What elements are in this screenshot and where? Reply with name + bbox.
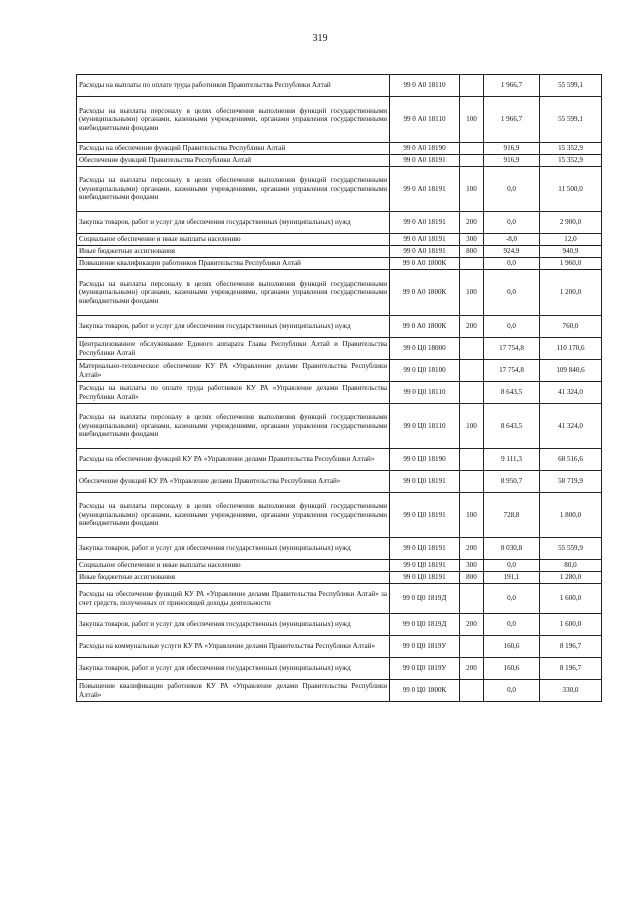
row-change-value: 9 111,3 <box>484 449 540 471</box>
row-change-value: 8 643,5 <box>484 382 540 404</box>
row-expense-type <box>460 155 484 167</box>
table-row <box>77 658 602 680</box>
row-code: 99 0 А0 18191 <box>390 246 460 258</box>
row-name: Иные бюджетные ассигнования <box>77 572 390 584</box>
table-row <box>77 493 602 538</box>
table-row <box>77 155 602 167</box>
row-total-value: 41 324,0 <box>540 404 602 449</box>
row-name: Расходы на выплаты персоналу в целях обеспечения выполнения функций государственными (муниципальными) органами, казенными учреждениями, органами управления государственными внебюджетными фондами <box>77 97 390 143</box>
row-total-value: 8 196,7 <box>540 636 602 658</box>
table-body <box>77 75 602 702</box>
row-change-value: 728,8 <box>484 493 540 538</box>
table-row <box>77 382 602 404</box>
table-row <box>77 560 602 572</box>
row-total-value: 11 500,0 <box>540 167 602 212</box>
row-total-value: 15 352,9 <box>540 143 602 155</box>
row-code: 99 0 Ц0 1819У <box>390 636 460 658</box>
row-expense-type: 200 <box>460 614 484 636</box>
row-expense-type: 800 <box>460 246 484 258</box>
row-code: 99 0 Ц0 18190 <box>390 449 460 471</box>
row-code: 99 0 Ц0 1819У <box>390 658 460 680</box>
row-change-value: 17 754,8 <box>484 338 540 360</box>
row-name: Обеспечение функций Правительства Республики Алтай <box>77 155 390 167</box>
row-total-value: 55 599,1 <box>540 97 602 143</box>
row-total-value: 12,0 <box>540 234 602 246</box>
table-row <box>77 636 602 658</box>
row-change-value: 0,0 <box>484 584 540 614</box>
row-expense-type <box>460 471 484 493</box>
table-row <box>77 538 602 560</box>
row-expense-type <box>460 258 484 270</box>
table-row <box>77 572 602 584</box>
table-row <box>77 97 602 143</box>
row-name: Расходы на обеспечение функций КУ РА «Управление делами Правительства Республики Алтай» за счет средств, полученных от приносящей доходы деятельности <box>77 584 390 614</box>
row-total-value: 1 960,0 <box>540 258 602 270</box>
row-change-value: 0,0 <box>484 167 540 212</box>
row-name: Социальное обеспечение и иные выплаты населению <box>77 560 390 572</box>
row-expense-type: 100 <box>460 167 484 212</box>
row-expense-type: 800 <box>460 572 484 584</box>
row-expense-type: 300 <box>460 234 484 246</box>
row-code: 99 0 Ц0 18191 <box>390 538 460 560</box>
row-code: 99 0 Ц0 18191 <box>390 572 460 584</box>
row-name: Расходы на выплаты персоналу в целях обеспечения выполнения функций государственными (муниципальными) органами, казенными учреждениями, органами управления государственными внебюджетными фондами <box>77 404 390 449</box>
row-name: Закупка товаров, работ и услуг для обеспечения государственных (муниципальных) нужд <box>77 212 390 234</box>
row-total-value: 58 719,9 <box>540 471 602 493</box>
row-change-value: 1 966,7 <box>484 97 540 143</box>
row-code: 99 0 Ц0 18191 <box>390 493 460 538</box>
row-expense-type <box>460 680 484 702</box>
row-name: Закупка товаров, работ и услуг для обеспечения государственных (муниципальных) нужд <box>77 614 390 636</box>
row-code: 99 0 А0 1800К <box>390 270 460 316</box>
row-code: 99 0 Ц0 18100 <box>390 360 460 382</box>
row-code: 99 0 А0 18191 <box>390 234 460 246</box>
row-expense-type: 200 <box>460 212 484 234</box>
row-name: Повышение квалификации работников КУ РА «Управление делами Правительства Республики Алтай» <box>77 680 390 702</box>
table-row <box>77 316 602 338</box>
row-name: Материально-техническое обеспечение КУ РА «Управление делами Правительства Республики Алтай» <box>77 360 390 382</box>
row-code: 99 0 А0 1800К <box>390 316 460 338</box>
row-total-value: 55 559,9 <box>540 538 602 560</box>
row-total-value: 330,0 <box>540 680 602 702</box>
row-expense-type <box>460 636 484 658</box>
row-name: Расходы на выплаты по оплате труда работников КУ РА «Управление делами Правительства Республики Алтай» <box>77 382 390 404</box>
row-code: 99 0 Ц0 18191 <box>390 471 460 493</box>
row-expense-type: 200 <box>460 316 484 338</box>
row-expense-type: 100 <box>460 270 484 316</box>
row-total-value: 110 170,6 <box>540 338 602 360</box>
row-change-value: 8 643,5 <box>484 404 540 449</box>
row-change-value: 0,0 <box>484 212 540 234</box>
row-code: 99 0 Ц0 18110 <box>390 404 460 449</box>
row-change-value: 160,6 <box>484 636 540 658</box>
row-change-value: 0,0 <box>484 270 540 316</box>
row-name: Закупка товаров, работ и услуг для обеспечения государственных (муниципальных) нужд <box>77 538 390 560</box>
row-name: Повышение квалификации работников Правительства Республики Алтай <box>77 258 390 270</box>
row-total-value: 1 600,0 <box>540 584 602 614</box>
row-name: Обеспечение функций КУ РА «Управление делами Правительства Республики Алтай» <box>77 471 390 493</box>
table-row <box>77 404 602 449</box>
row-total-value: 41 324,0 <box>540 382 602 404</box>
row-total-value: 8 196,7 <box>540 658 602 680</box>
row-name: Централизованное обслуживание Единого аппарата Главы Республики Алтай и Правительства Республики Алтай <box>77 338 390 360</box>
row-total-value: 109 840,6 <box>540 360 602 382</box>
row-change-value: 0,0 <box>484 614 540 636</box>
row-expense-type: 200 <box>460 538 484 560</box>
row-total-value: 940,9 <box>540 246 602 258</box>
row-name: Закупка товаров, работ и услуг для обеспечения государственных (муниципальных) нужд <box>77 658 390 680</box>
row-code: 99 0 Ц0 18191 <box>390 560 460 572</box>
row-change-value: 916,9 <box>484 143 540 155</box>
row-change-value: 0,0 <box>484 680 540 702</box>
table-row <box>77 449 602 471</box>
table-row <box>77 584 602 614</box>
page-number: 319 <box>312 33 328 44</box>
row-change-value: 17 754,8 <box>484 360 540 382</box>
row-change-value: 0,0 <box>484 316 540 338</box>
row-change-value: 160,6 <box>484 658 540 680</box>
row-expense-type <box>460 143 484 155</box>
row-total-value: 1 600,0 <box>540 614 602 636</box>
row-expense-type: 100 <box>460 404 484 449</box>
row-code: 99 0 А0 18110 <box>390 75 460 97</box>
budget-table <box>76 74 602 702</box>
row-name: Расходы на выплаты персоналу в целях обеспечения выполнения функций государственными (муниципальными) органами, казенными учреждениями, органами управления государственными внебюджетными фондами <box>77 167 390 212</box>
row-name: Расходы на выплаты персоналу в целях обеспечения выполнения функций государственными (муниципальными) органами, казенными учреждениями, органами управления государственными внебюджетными фондами <box>77 493 390 538</box>
row-expense-type: 100 <box>460 97 484 143</box>
table-row <box>77 212 602 234</box>
row-name: Расходы на обеспечение функций Правительства Республики Алтай <box>77 143 390 155</box>
row-total-value: 1 200,0 <box>540 270 602 316</box>
row-code: 99 0 А0 18191 <box>390 212 460 234</box>
table-row <box>77 75 602 97</box>
row-code: 99 0 Ц0 1800К <box>390 680 460 702</box>
row-name: Закупка товаров, работ и услуг для обеспечения государственных (муниципальных) нужд <box>77 316 390 338</box>
table-row <box>77 680 602 702</box>
row-change-value: -8,0 <box>484 234 540 246</box>
row-expense-type <box>460 360 484 382</box>
table-row <box>77 360 602 382</box>
row-code: 99 0 А0 18191 <box>390 155 460 167</box>
row-expense-type <box>460 75 484 97</box>
row-expense-type: 200 <box>460 658 484 680</box>
row-total-value: 1 280,0 <box>540 572 602 584</box>
row-total-value: 760,0 <box>540 316 602 338</box>
row-code: 99 0 Ц0 18000 <box>390 338 460 360</box>
row-change-value: 1 966,7 <box>484 75 540 97</box>
row-change-value: 191,1 <box>484 572 540 584</box>
row-name: Расходы на обеспечение функций КУ РА «Управление делами Правительства Республики Алтай» <box>77 449 390 471</box>
row-code: 99 0 Ц0 18110 <box>390 382 460 404</box>
row-code: 99 0 Ц0 1819Д <box>390 584 460 614</box>
row-change-value: 916,9 <box>484 155 540 167</box>
row-code: 99 0 А0 1800К <box>390 258 460 270</box>
row-expense-type <box>460 338 484 360</box>
row-total-value: 80,0 <box>540 560 602 572</box>
table-row <box>77 234 602 246</box>
row-code: 99 0 А0 18190 <box>390 143 460 155</box>
row-code: 99 0 А0 18191 <box>390 167 460 212</box>
row-name: Иные бюджетные ассигнования <box>77 246 390 258</box>
row-name: Расходы на коммунальные услуги КУ РА «Управление делами Правительства Республики Алтай» <box>77 636 390 658</box>
row-change-value: 0,0 <box>484 258 540 270</box>
row-total-value: 15 352,9 <box>540 155 602 167</box>
row-expense-type: 100 <box>460 493 484 538</box>
row-name: Социальное обеспечение и иные выплаты населению <box>77 234 390 246</box>
row-name: Расходы на выплаты по оплате труда работников Правительства Республики Алтай <box>77 75 390 97</box>
table-row <box>77 167 602 212</box>
row-change-value: 0,0 <box>484 560 540 572</box>
row-expense-type: 300 <box>460 560 484 572</box>
row-total-value: 55 599,1 <box>540 75 602 97</box>
row-change-value: 8 950,7 <box>484 471 540 493</box>
table-row <box>77 614 602 636</box>
row-expense-type <box>460 584 484 614</box>
row-code: 99 0 Ц0 1819Д <box>390 614 460 636</box>
row-total-value: 1 800,0 <box>540 493 602 538</box>
table-row <box>77 338 602 360</box>
row-expense-type <box>460 449 484 471</box>
table-row <box>77 471 602 493</box>
table-row <box>77 270 602 316</box>
table-row <box>77 258 602 270</box>
row-total-value: 68 516,6 <box>540 449 602 471</box>
table-row <box>77 246 602 258</box>
row-change-value: 924,9 <box>484 246 540 258</box>
row-total-value: 2 900,0 <box>540 212 602 234</box>
row-expense-type <box>460 382 484 404</box>
table-row <box>77 143 602 155</box>
row-name: Расходы на выплаты персоналу в целях обеспечения выполнения функций государственными (муниципальными) органами, казенными учреждениями, органами управления государственными внебюджетными фондами <box>77 270 390 316</box>
row-change-value: 8 030,8 <box>484 538 540 560</box>
row-code: 99 0 А0 18110 <box>390 97 460 143</box>
